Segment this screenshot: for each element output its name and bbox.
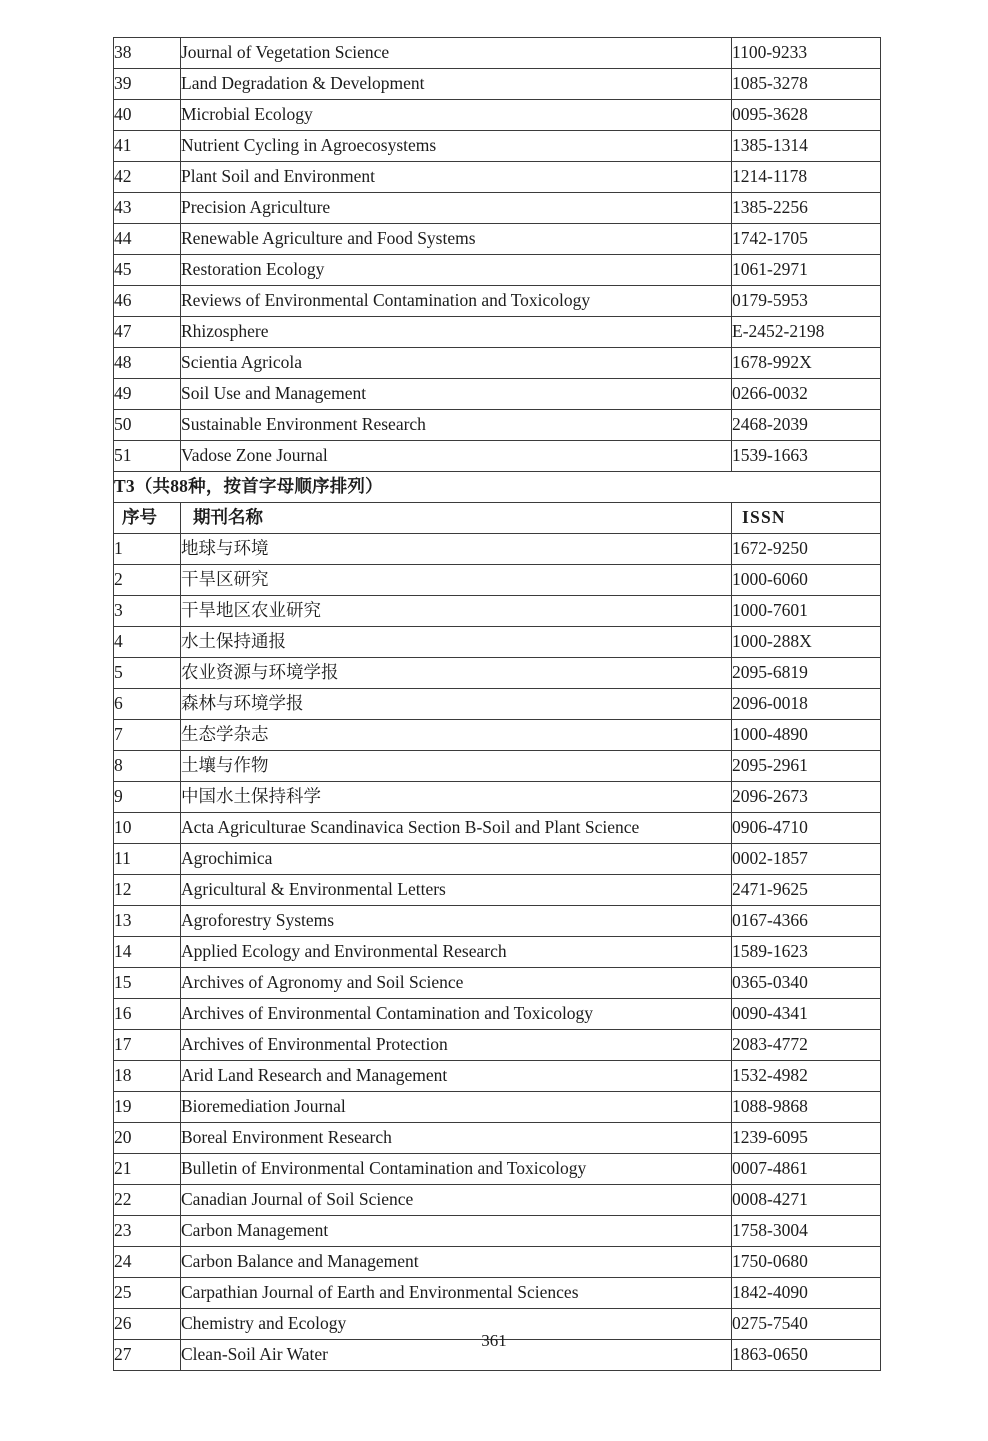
row-index: 46 — [114, 286, 181, 317]
table-row — [114, 999, 881, 1030]
table-row — [114, 720, 881, 751]
journal-issn: 0266-0032 — [732, 379, 881, 410]
journal-issn: 2095-6819 — [732, 658, 881, 689]
table-row — [114, 1185, 881, 1216]
journal-issn: 0275-7540 — [732, 1309, 881, 1340]
table-row — [114, 844, 881, 875]
row-index: 39 — [114, 69, 181, 100]
table-row — [114, 534, 881, 565]
row-index: 23 — [114, 1216, 181, 1247]
journal-name: Precision Agriculture — [181, 193, 732, 224]
journal-issn: 2083-4772 — [732, 1030, 881, 1061]
row-index: 11 — [114, 844, 181, 875]
journal-issn: 1000-7601 — [732, 596, 881, 627]
row-index: 13 — [114, 906, 181, 937]
journal-name: Soil Use and Management — [181, 379, 732, 410]
table-row — [114, 1247, 881, 1278]
row-index: 47 — [114, 317, 181, 348]
section-title-row — [114, 472, 881, 503]
row-index: 14 — [114, 937, 181, 968]
journal-issn: 0179-5953 — [732, 286, 881, 317]
journal-name: Scientia Agricola — [181, 348, 732, 379]
table-row — [114, 255, 881, 286]
journal-issn: 1532-4982 — [732, 1061, 881, 1092]
journal-name: Canadian Journal of Soil Science — [181, 1185, 732, 1216]
journal-issn: 1239-6095 — [732, 1123, 881, 1154]
journal-name: 生态学杂志 — [181, 720, 732, 751]
journal-name: 土壤与作物 — [181, 751, 732, 782]
row-index: 19 — [114, 1092, 181, 1123]
journal-name: Nutrient Cycling in Agroecosystems — [181, 131, 732, 162]
row-index: 50 — [114, 410, 181, 441]
row-index: 10 — [114, 813, 181, 844]
journal-issn: 2096-2673 — [732, 782, 881, 813]
table-row — [114, 100, 881, 131]
table-row — [114, 348, 881, 379]
table-row — [114, 689, 881, 720]
journal-name: 农业资源与环境学报 — [181, 658, 732, 689]
table-row — [114, 1216, 881, 1247]
journal-name: Microbial Ecology — [181, 100, 732, 131]
journal-issn: E-2452-2198 — [732, 317, 881, 348]
column-header-row — [114, 503, 881, 534]
table-row — [114, 410, 881, 441]
table-row — [114, 131, 881, 162]
journal-issn: 0008-4271 — [732, 1185, 881, 1216]
journal-name: Archives of Agronomy and Soil Science — [181, 968, 732, 999]
row-index: 24 — [114, 1247, 181, 1278]
table-row — [114, 224, 881, 255]
row-index: 15 — [114, 968, 181, 999]
journal-name: Land Degradation & Development — [181, 69, 732, 100]
column-header-index: 序号 — [114, 503, 181, 534]
journal-issn: 2096-0018 — [732, 689, 881, 720]
table-row — [114, 1278, 881, 1309]
row-index: 7 — [114, 720, 181, 751]
row-index: 4 — [114, 627, 181, 658]
table-body — [114, 38, 881, 1371]
table-row — [114, 906, 881, 937]
journal-name: Arid Land Research and Management — [181, 1061, 732, 1092]
journal-issn: 0167-4366 — [732, 906, 881, 937]
page-number: 361 — [481, 1331, 507, 1350]
journal-issn: 1100-9233 — [732, 38, 881, 69]
table-row — [114, 627, 881, 658]
journal-name: Vadose Zone Journal — [181, 441, 732, 472]
journal-issn: 1000-6060 — [732, 565, 881, 596]
journal-issn: 0007-4861 — [732, 1154, 881, 1185]
table-row — [114, 751, 881, 782]
table-row — [114, 813, 881, 844]
journal-issn: 0090-4341 — [732, 999, 881, 1030]
journal-issn: 1678-992X — [732, 348, 881, 379]
journal-name: Journal of Vegetation Science — [181, 38, 732, 69]
table-row — [114, 937, 881, 968]
table-row — [114, 1030, 881, 1061]
journal-issn: 1758-3004 — [732, 1216, 881, 1247]
journal-issn: 1672-9250 — [732, 534, 881, 565]
journal-issn: 1750-0680 — [732, 1247, 881, 1278]
journal-name: Bulletin of Environmental Contamination and Toxicology — [181, 1154, 732, 1185]
journal-issn: 2095-2961 — [732, 751, 881, 782]
journal-issn: 0365-0340 — [732, 968, 881, 999]
row-index: 44 — [114, 224, 181, 255]
row-index: 22 — [114, 1185, 181, 1216]
journal-issn: 0095-3628 — [732, 100, 881, 131]
journal-issn: 1842-4090 — [732, 1278, 881, 1309]
row-index: 12 — [114, 875, 181, 906]
journal-name: Agricultural & Environmental Letters — [181, 875, 732, 906]
journal-name: Renewable Agriculture and Food Systems — [181, 224, 732, 255]
section-title-t3: T3（共88种，按首字母顺序排列） — [114, 472, 881, 503]
journal-issn: 1085-3278 — [732, 69, 881, 100]
table-row — [114, 596, 881, 627]
journal-name: Rhizosphere — [181, 317, 732, 348]
row-index: 43 — [114, 193, 181, 224]
row-index: 2 — [114, 565, 181, 596]
journal-issn: 2471-9625 — [732, 875, 881, 906]
table-row — [114, 782, 881, 813]
journal-issn: 1000-288X — [732, 627, 881, 658]
journal-name: Carbon Management — [181, 1216, 732, 1247]
journal-name: Plant Soil and Environment — [181, 162, 732, 193]
table-row — [114, 1123, 881, 1154]
column-header-issn: ISSN — [732, 503, 881, 534]
row-index: 6 — [114, 689, 181, 720]
table-row — [114, 658, 881, 689]
table-row — [114, 565, 881, 596]
journal-issn: 1742-1705 — [732, 224, 881, 255]
row-index: 40 — [114, 100, 181, 131]
table-row — [114, 441, 881, 472]
row-index: 38 — [114, 38, 181, 69]
journal-issn: 1539-1663 — [732, 441, 881, 472]
row-index: 17 — [114, 1030, 181, 1061]
row-index: 26 — [114, 1309, 181, 1340]
journal-issn: 1385-2256 — [732, 193, 881, 224]
journal-name: Boreal Environment Research — [181, 1123, 732, 1154]
journal-issn: 1589-1623 — [732, 937, 881, 968]
journal-issn: 0906-4710 — [732, 813, 881, 844]
journal-name: Acta Agriculturae Scandinavica Section B-Soil and Plant Science — [181, 813, 732, 844]
journal-issn: 0002-1857 — [732, 844, 881, 875]
journal-name: 干旱地区农业研究 — [181, 596, 732, 627]
table-row — [114, 1092, 881, 1123]
table-row — [114, 1154, 881, 1185]
row-index: 27 — [114, 1340, 181, 1371]
row-index: 9 — [114, 782, 181, 813]
journal-name: Restoration Ecology — [181, 255, 732, 286]
row-index: 18 — [114, 1061, 181, 1092]
row-index: 5 — [114, 658, 181, 689]
row-index: 1 — [114, 534, 181, 565]
journal-name: Agroforestry Systems — [181, 906, 732, 937]
table-row — [114, 69, 881, 100]
journal-issn: 2468-2039 — [732, 410, 881, 441]
journal-name: 中国水土保持科学 — [181, 782, 732, 813]
journal-name: Sustainable Environment Research — [181, 410, 732, 441]
row-index: 49 — [114, 379, 181, 410]
journal-name: Agrochimica — [181, 844, 732, 875]
table-row — [114, 317, 881, 348]
table-row — [114, 379, 881, 410]
row-index: 20 — [114, 1123, 181, 1154]
row-index: 51 — [114, 441, 181, 472]
row-index: 42 — [114, 162, 181, 193]
journal-issn: 1061-2971 — [732, 255, 881, 286]
journal-issn: 1385-1314 — [732, 131, 881, 162]
row-index: 8 — [114, 751, 181, 782]
journal-name: Reviews of Environmental Contamination and Toxicology — [181, 286, 732, 317]
journal-name: Carpathian Journal of Earth and Environmental Sciences — [181, 1278, 732, 1309]
table-row — [114, 162, 881, 193]
journal-name: Applied Ecology and Environmental Research — [181, 937, 732, 968]
row-index: 48 — [114, 348, 181, 379]
journal-name: Archives of Environmental Protection — [181, 1030, 732, 1061]
journal-issn: 1088-9868 — [732, 1092, 881, 1123]
row-index: 21 — [114, 1154, 181, 1185]
table-row — [114, 193, 881, 224]
row-index: 25 — [114, 1278, 181, 1309]
column-header-name: 期刊名称 — [181, 503, 732, 534]
journal-name: Chemistry and Ecology — [181, 1309, 732, 1340]
journal-name: Bioremediation Journal — [181, 1092, 732, 1123]
journal-name: 干旱区研究 — [181, 565, 732, 596]
row-index: 3 — [114, 596, 181, 627]
journal-issn: 1863-0650 — [732, 1340, 881, 1371]
journal-issn: 1214-1178 — [732, 162, 881, 193]
table-row — [114, 286, 881, 317]
journal-name: 森林与环境学报 — [181, 689, 732, 720]
table-row — [114, 968, 881, 999]
journal-name: 地球与环境 — [181, 534, 732, 565]
journal-name: 水土保持通报 — [181, 627, 732, 658]
table-row — [114, 875, 881, 906]
row-index: 45 — [114, 255, 181, 286]
journal-issn: 1000-4890 — [732, 720, 881, 751]
row-index: 41 — [114, 131, 181, 162]
table-row — [114, 1061, 881, 1092]
journal-listing-table — [113, 37, 881, 1371]
journal-name: Archives of Environmental Contamination and Toxicology — [181, 999, 732, 1030]
journal-name: Clean-Soil Air Water — [181, 1340, 732, 1371]
table-row — [114, 38, 881, 69]
row-index: 16 — [114, 999, 181, 1030]
journal-name: Carbon Balance and Management — [181, 1247, 732, 1278]
